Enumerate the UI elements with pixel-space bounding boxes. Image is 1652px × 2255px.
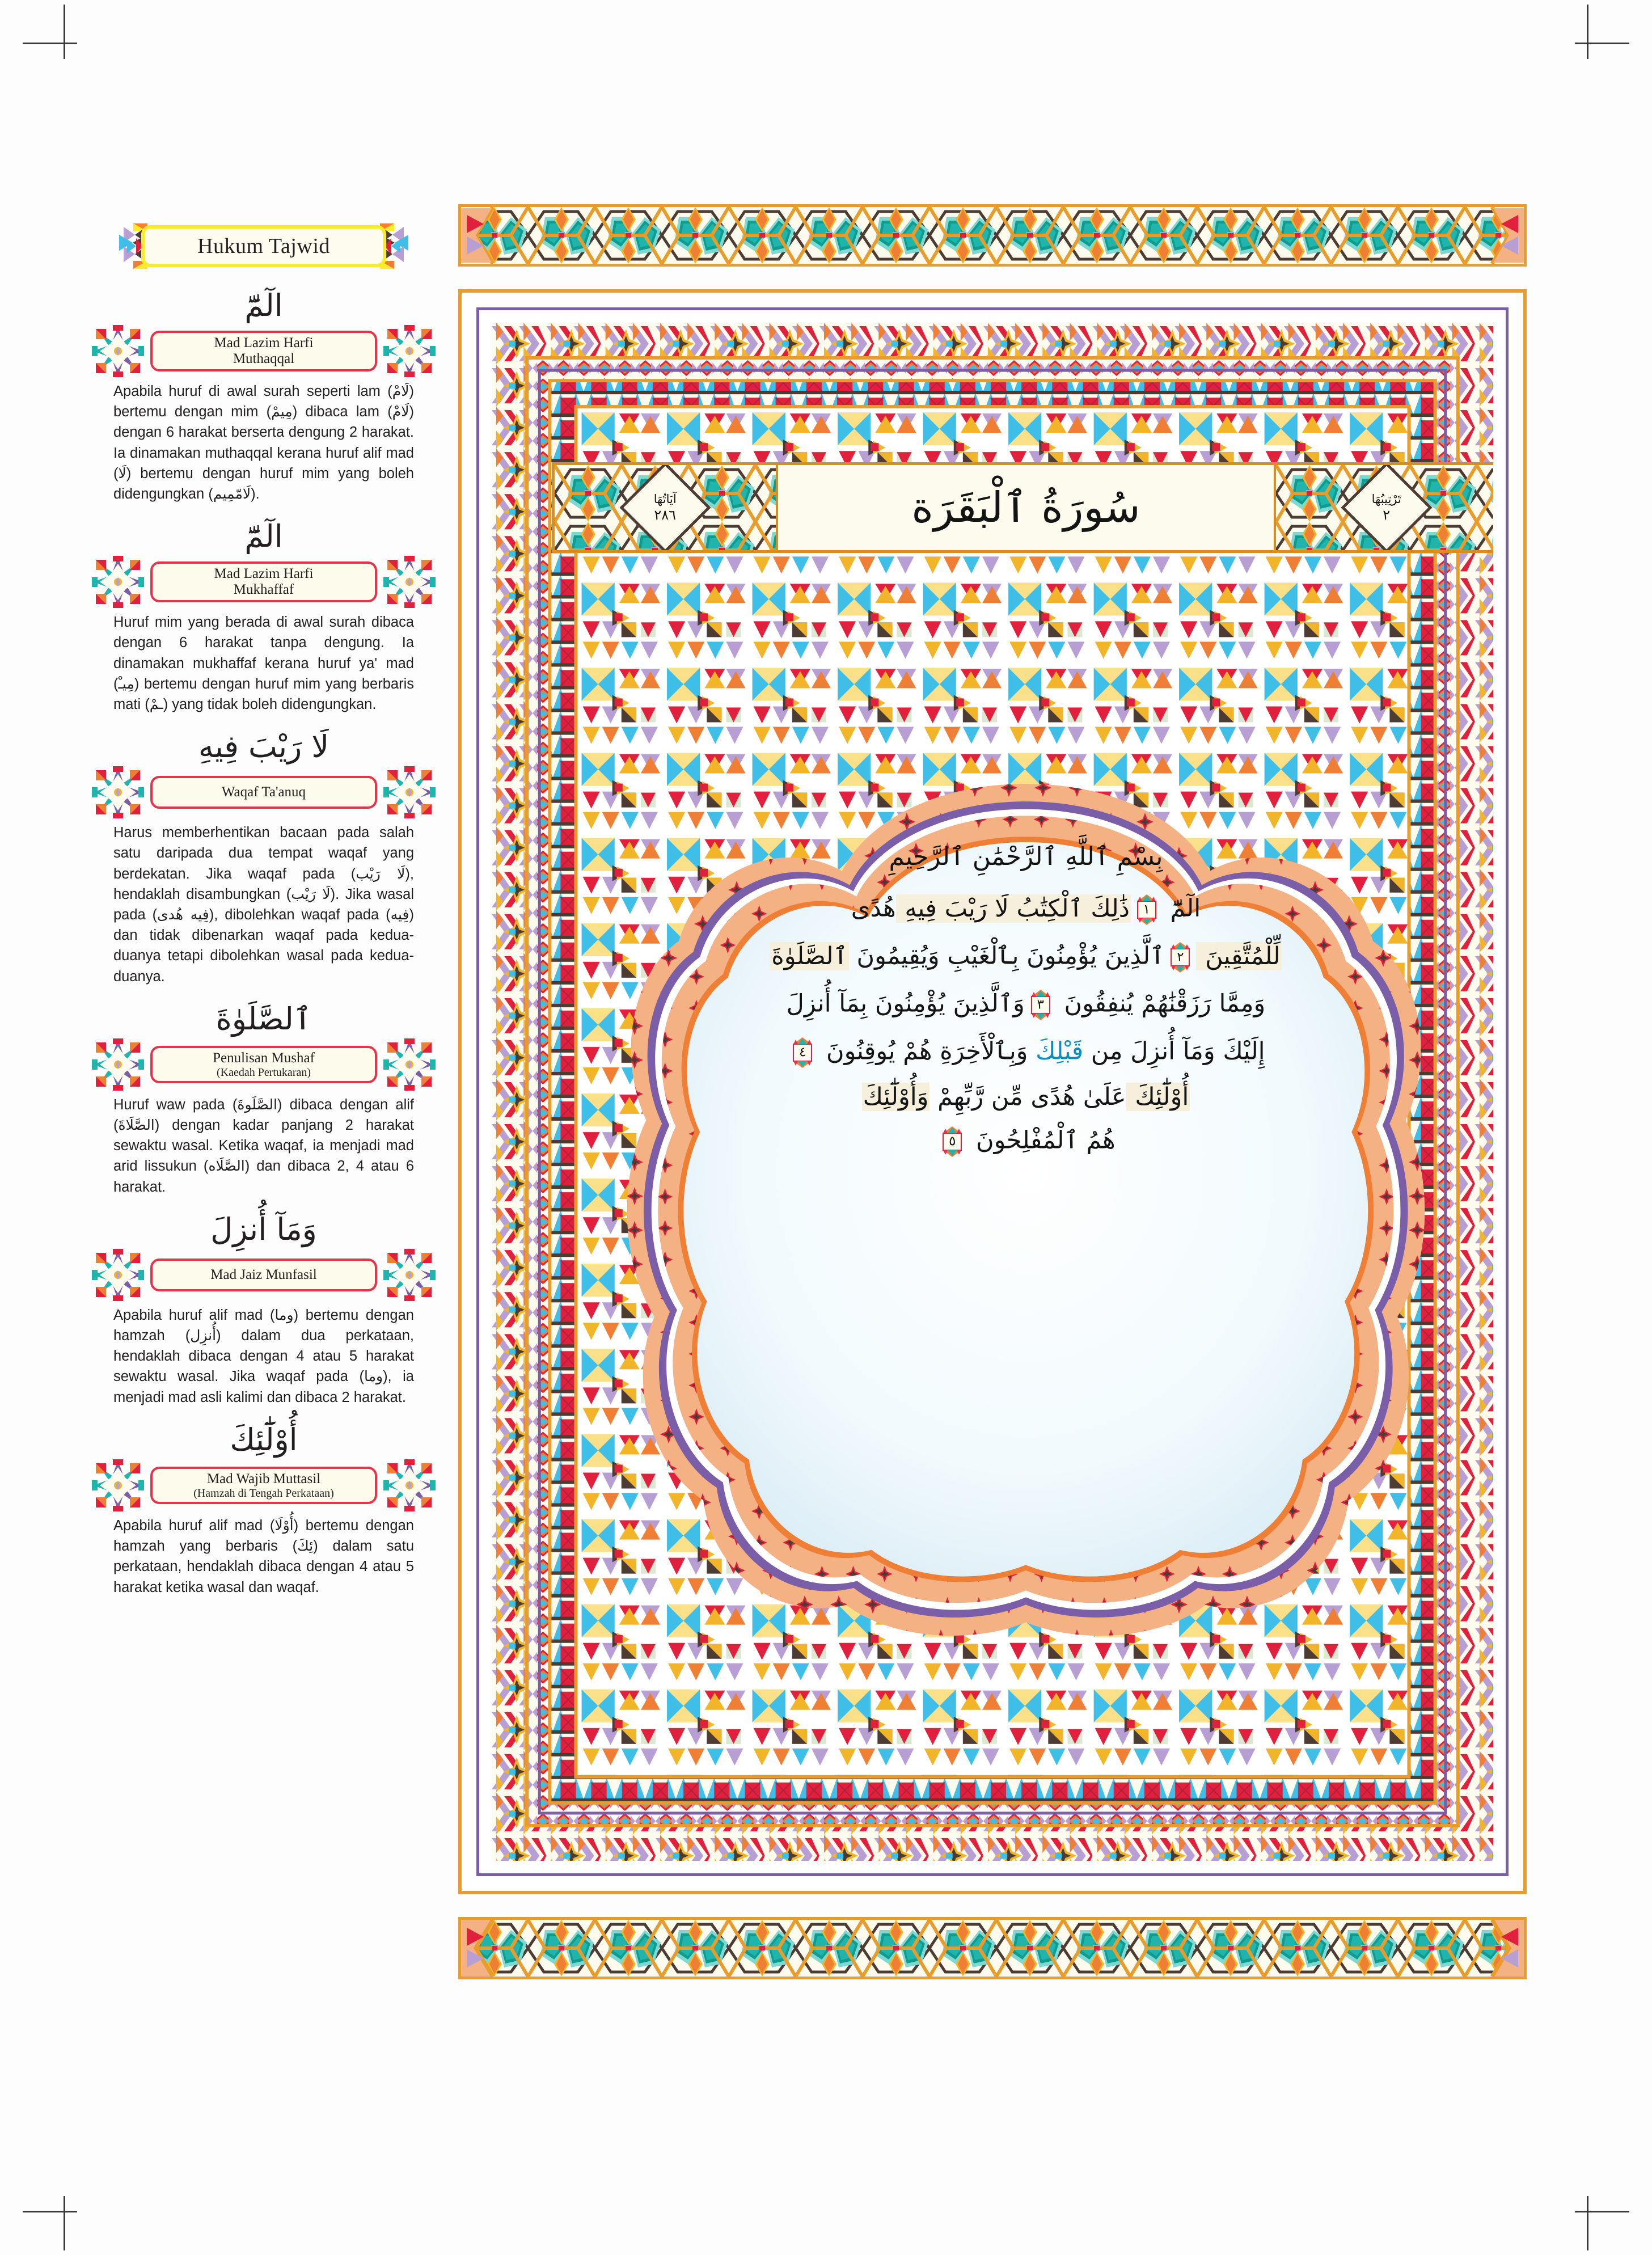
star-ornament-icon: [92, 556, 144, 608]
rule-label-box: [150, 776, 377, 809]
verse-line-6: [686, 1126, 1366, 1157]
inline-text: Huruf waw pada (: [113, 1096, 238, 1113]
inline-text: ) bertemu dengan hamzah (: [113, 1307, 414, 1344]
rule-label-box: [150, 1259, 377, 1291]
tajwid-rule-list: [111, 276, 416, 1598]
inline-text: Apabila huruf di awal surah seperti lam (: [113, 383, 392, 399]
crop-mark-top-right-v: [1587, 5, 1588, 59]
rule-sublabel-text: (Kaedah Pertukaran): [216, 1066, 311, 1079]
rule-arabic-sample: [111, 717, 416, 770]
mushaf-page: [454, 204, 1531, 1979]
verse-text: وَٱلَّذِينَ يُؤْمِنُونَ بِمَآ أُنزِلَ: [786, 989, 1025, 1018]
ayah-marker-icon: [1135, 894, 1158, 925]
inline-arabic-term: الصَّلَاةَ: [118, 1117, 155, 1134]
crop-mark-bottom-right-v: [1587, 2196, 1588, 2250]
tajwid-rule-1: [111, 276, 416, 504]
bismillah: بِسْمِ ٱللَّهِ ٱلرَّحْمَٰنِ ٱلرَّحِيمِ: [889, 842, 1163, 871]
star-ornament-icon: [92, 766, 144, 818]
rule-arabic-sample: [111, 1200, 416, 1253]
tajwid-highlighted-phrase: لِّلْمُتَّقِينَ: [1197, 941, 1281, 970]
inline-arabic-term: مِيمْ: [271, 403, 293, 420]
star-ornament-icon: [92, 1459, 144, 1511]
inline-text: ), hendaklah disambungkan (: [113, 865, 414, 902]
cartouche-side-left: [555, 465, 776, 550]
star-ornament-icon: [383, 556, 436, 608]
surah-title: سُورَةُ ٱلْبَقَرَة: [911, 483, 1140, 532]
ayah-marker-icon: [1169, 942, 1192, 973]
star-ornament-icon: [383, 325, 436, 377]
verse-line-4: [686, 1037, 1366, 1068]
rule-label: [111, 560, 416, 604]
inline-arabic-term: الصَّلَوةَ: [237, 1096, 277, 1113]
rule-description-5: [111, 1297, 416, 1408]
bottom-ornamental-ribbon: [458, 1917, 1527, 1979]
ayah-number: ١: [1143, 902, 1151, 917]
rule-label: [111, 770, 416, 814]
rule-label-text: Mad Wajib Muttasil: [206, 1471, 321, 1487]
rule-label-text: Mad Jaiz Munfasil: [210, 1266, 317, 1282]
inline-text: ) yang tidak boleh didengungkan.: [163, 696, 377, 713]
crop-mark-top-left-v: [64, 5, 65, 59]
tajwid-rule-4: [111, 989, 416, 1197]
rule-label-text-line2: Muthaqqal: [233, 351, 295, 366]
inline-text: ) dibaca lam (: [292, 404, 392, 420]
mushaf-frame-inner-purple: [476, 307, 1509, 1876]
rule-description-2: [111, 604, 416, 715]
ayah-marker-icon: [941, 1126, 964, 1157]
quran-verses: [686, 844, 1366, 1570]
inline-arabic-term: لَامّمِيم: [213, 485, 251, 502]
inline-arabic-term: ـمْ: [149, 696, 163, 713]
rule-label-text: Waqaf Ta'anuq: [221, 784, 306, 800]
inline-arabic-term: لَامْ: [392, 403, 409, 420]
verse-lines: [686, 894, 1366, 1157]
inline-text: ). Jika wasal pada (: [113, 886, 414, 923]
rule-label-text: Penulisan Mushaf: [213, 1050, 315, 1066]
star-ornament-icon: [383, 766, 436, 818]
inline-text: ) dan dibaca 2, 4 atau 6 harakat.: [113, 1158, 415, 1195]
inline-arabic-term: لَامْ: [392, 383, 409, 399]
ayah-number: ٥: [949, 1134, 956, 1149]
surah-order-label: تَرْتِيبُهَا: [1371, 492, 1402, 506]
verse-text: الٓمّٓ: [1162, 894, 1201, 923]
rule-description-1: [111, 373, 416, 504]
tajwid-rule-6: [111, 1410, 416, 1598]
crop-mark-bottom-left-v: [64, 2196, 65, 2250]
rule-label-box: [150, 1467, 377, 1504]
rule-label: [111, 1463, 416, 1507]
star-ornament-icon: [383, 1038, 436, 1091]
rule-label-text: Mad Lazim Harfi: [214, 335, 314, 351]
inline-text: ), dibolehkan waqaf pada (: [209, 907, 391, 923]
rule-arabic-sample-text: ٱلصَّلَوٰةَ: [216, 1000, 312, 1037]
rule-arabic-sample: [111, 506, 416, 560]
rule-arabic-sample: [111, 989, 416, 1042]
tajwid-highlighted-phrase: وَأُوْلَٰٓئِكَ: [863, 1083, 929, 1111]
surah-order-value: ٢: [1383, 506, 1391, 523]
tajwid-rule-3: [111, 717, 416, 987]
inline-text: ) bertemu dengan hamzah yang berbaris (: [113, 1517, 414, 1555]
cartouche-side-right: [1276, 465, 1493, 550]
crop-mark-bottom-left-h: [23, 2211, 77, 2212]
inline-arabic-term: وما: [364, 1368, 383, 1385]
tajwid-highlighted-phrase: ٱلصَّلَوٰةَ: [771, 941, 848, 970]
mushaf-frame-inner-bands: [492, 323, 1493, 1861]
inline-arabic-term: وما: [274, 1306, 294, 1323]
star-ornament-icon: [92, 1249, 144, 1301]
quran-text-lobe-panel: [618, 771, 1434, 1644]
inline-text: ) dalam satu perkataan, hendaklah dibaca dengan 4 atau 5 harakat ketika wasal dan waqaf.: [113, 1538, 415, 1595]
verse-line-2: [686, 942, 1366, 973]
rule-label-box: [150, 331, 377, 371]
verse-text: ٱلَّذِينَ يُؤْمِنُونَ بِٱلْغَيْبِ وَيُقِيمُونَ: [848, 941, 1165, 970]
inline-arabic-term: ئِكَ: [297, 1538, 314, 1555]
inline-text: ) dibaca dengan alif (: [113, 1096, 414, 1134]
inline-text: ), ia menjadi mad asli kalimi dan dibaca 2 harakat.: [113, 1369, 414, 1405]
rule-label-box: [150, 1046, 377, 1083]
rule-arabic-sample: [111, 1410, 416, 1463]
verse-text: هُدًى: [851, 894, 896, 923]
inline-arabic-term: لَا رَيْب: [291, 885, 331, 902]
tajwid-sidebar: [111, 221, 416, 1598]
inline-text: ) bertemu dengan huruf mim yang berbaris mati (: [113, 675, 414, 713]
rule-label-box: [150, 561, 377, 602]
rule-arabic-sample-text: لَا رَيْبَ فِيهِ: [198, 729, 329, 765]
inline-text: Apabila huruf alif mad (: [113, 1307, 275, 1323]
ayah-marker-icon: [1029, 990, 1052, 1020]
rule-arabic-sample: [111, 276, 416, 329]
rule-label-text-line2: Mukhaffaf: [233, 582, 294, 598]
verse-text: إِلَيْكَ وَمَآ أُنزِلَ مِن: [1083, 1037, 1265, 1066]
inline-arabic-term: مِيـْ: [118, 675, 134, 692]
rule-description-3: [111, 814, 416, 987]
inline-text: ) bertemu dengan mim (: [113, 383, 414, 420]
verse-text: وَمِمَّا رَزَقْنَٰهُمْ يُنفِقُونَ: [1056, 989, 1266, 1018]
inline-text: Apabila huruf alif mad (: [113, 1517, 275, 1534]
inline-text: ) bertemu dengan huruf mim yang boleh didengungkan (: [113, 465, 414, 502]
ayah-count-label: آيَاتُهَا: [653, 492, 677, 506]
surah-title-center: [776, 465, 1276, 550]
inline-text: Harus memberhentikan bacaan pada salah satu daripada dua tempat waqaf yang berdekatan. Jika waqaf pada (: [113, 825, 414, 882]
inline-arabic-term: أُنزِل: [190, 1327, 217, 1344]
ayah-number: ٤: [799, 1045, 806, 1060]
rule-description-4: [111, 1087, 416, 1197]
verse-text: وَبِٱلْأَخِرَةِ هُمْ يُوقِنُونَ: [818, 1037, 1028, 1066]
tajwid-highlighted-phrase: أُوْلَٰٓئِكَ: [1127, 1083, 1189, 1111]
rule-label: [111, 1253, 416, 1297]
crop-mark-top-right-h: [1575, 43, 1629, 44]
mushaf-frame: [458, 289, 1527, 1894]
verse-text: عَلَىٰ هُدًى مِّن رَّبِّهِمْ: [929, 1083, 1126, 1111]
verse-text: هُمُ ٱلْمُفْلِحُونَ: [968, 1126, 1116, 1155]
inline-text: ) dengan kadar panjang 2 harakat sewaktu wasal. Ketika waqaf, ia menjadi mad arid lissukun (: [113, 1117, 414, 1175]
top-ornamental-ribbon: [458, 204, 1527, 267]
ayah-count-value: ٢٨٦: [654, 506, 677, 523]
rule-label: [111, 329, 416, 373]
star-ornament-icon: [92, 1038, 144, 1091]
rule-sublabel-text: (Hamzah di Tengah Perkataan): [193, 1487, 334, 1500]
inline-arabic-term: الصَّلَاه: [208, 1158, 245, 1175]
inline-arabic-term: لَا: [118, 464, 126, 482]
rule-label-text: Mad Lazim Harfi: [214, 566, 314, 582]
rule-description-6: [111, 1507, 416, 1598]
rule-arabic-sample-text: الٓمّٓ: [244, 518, 283, 555]
tajwid-highlighted-phrase: ذَٰلِكَ ٱلْكِتَٰبُ لَا رَيْبَ فِيهِ: [897, 894, 1130, 923]
sidebar-header: [111, 221, 416, 271]
verse-line-3: [686, 990, 1366, 1020]
rule-arabic-sample-text: وَمَآ أُنزِلَ: [210, 1211, 317, 1247]
sidebar-header-box: [141, 225, 386, 267]
rule-arabic-sample-text: أُوْلَٰٓئِكَ: [230, 1421, 298, 1458]
surah-title-cartouche: [552, 462, 1493, 553]
inline-text: ) dengan 6 harakat berserta dengung 2 harakat. Ia dinamakan muthaqqal kerana huruf alif mad (: [113, 404, 414, 482]
inline-text: ) dalam dua perkataan, hendaklah dibaca dengan 4 atau 5 harakat sewaktu wasal. Jika waqaf pada (: [113, 1328, 415, 1385]
star-ornament-icon: [383, 1249, 436, 1301]
rule-arabic-sample-text: الٓمّٓ: [244, 288, 283, 323]
rule-label: [111, 1042, 416, 1087]
inline-arabic-term: أُوْلَا: [274, 1517, 294, 1534]
star-ornament-icon: [92, 325, 144, 377]
ayah-number: ٣: [1037, 997, 1044, 1012]
inline-arabic-term: لَا رَيْب: [356, 865, 405, 882]
page-title: Hukum Tajwid: [197, 234, 330, 258]
tajwid-rule-5: [111, 1200, 416, 1408]
inline-text: ) dan tidak dibenarkan waqaf pada kedua-duanya tetapi dibolehkan wasal pada kedua-duanya.: [113, 907, 414, 985]
tajwid-highlighted-word: قَبْلِكَ: [1028, 1037, 1084, 1066]
inline-text: Huruf mim yang berada di awal surah dibaca dengan 6 harakat tanpa dengung. Ia dinamakan mukhaffaf kerana huruf ya' mad (: [113, 614, 414, 692]
inline-text: ).: [251, 486, 260, 502]
crop-mark-top-left-h: [23, 43, 77, 44]
verse-line-5: [686, 1085, 1366, 1109]
inline-arabic-term: فِيه: [390, 906, 409, 923]
star-ornament-icon: [383, 1459, 436, 1511]
ayah-marker-icon: [791, 1037, 814, 1068]
crop-mark-bottom-right-h: [1575, 2211, 1629, 2212]
ayah-number: ٢: [1177, 949, 1184, 965]
verse-line-1: [686, 894, 1366, 925]
tajwid-rule-2: [111, 506, 416, 715]
inline-arabic-term: فِيه هُدى: [157, 906, 209, 923]
